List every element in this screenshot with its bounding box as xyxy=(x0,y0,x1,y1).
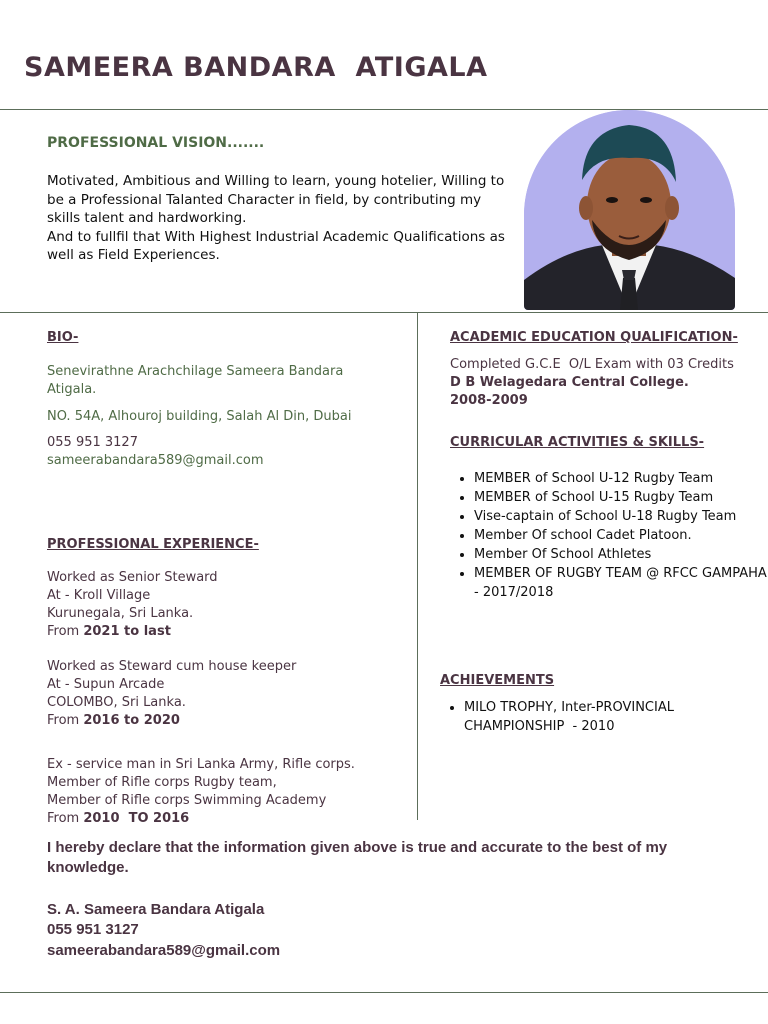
bio-phone: 055 951 3127 xyxy=(47,435,138,450)
job-role: Worked as Senior Steward xyxy=(47,570,218,585)
bio-email[interactable]: sameerabandara589@gmail.com xyxy=(47,453,264,468)
activities-title: CURRICULAR ACTIVITIES & SKILLS- xyxy=(450,435,705,450)
activity-item: • Member Of School Athletes xyxy=(474,545,768,564)
job-entry-2 xyxy=(47,658,407,730)
footer-divider xyxy=(0,992,768,993)
army-line-1: Ex - service man in Sri Lanka Army, Rifle corps. xyxy=(47,757,355,772)
header-divider xyxy=(0,109,768,110)
resume-name: SAMEERA BANDARA ATIGALA xyxy=(24,52,488,83)
army-from-label: From xyxy=(47,811,84,826)
signature-email[interactable]: sameerabandara589@gmail.com xyxy=(47,942,281,959)
achievements-title: ACHIEVEMENTS xyxy=(440,673,555,688)
job-period: 2016 to 2020 xyxy=(83,713,180,728)
army-period-line xyxy=(47,810,412,828)
signature-name: S. A. Sameera Bandara Atigala xyxy=(47,901,265,918)
education-title: ACADEMIC EDUCATION QUALIFICATION- xyxy=(450,330,738,345)
army-entry xyxy=(47,756,412,828)
army-line-3: Member of Rifle corps Swimming Academy xyxy=(47,793,327,808)
vision-text: Motivated, Ambitious and Willing to learn, young hotelier, Willing to be a Professional Talanted Character in field, by contributing my skills talent and hardworking. And to fullfil that With Highest Industrial Academic Qualifications as well as Field Experiences. xyxy=(47,173,505,263)
bio-address: NO. 54A, Alhouroj building, Salah Al Din, Dubai xyxy=(47,409,352,424)
job-period-line xyxy=(47,623,407,641)
achievements-list xyxy=(440,698,734,736)
job-role: Worked as Steward cum house keeper xyxy=(47,659,297,674)
activity-item: • MEMBER OF RUGBY TEAM @ RFCC GAMPAHA - 2017/2018 xyxy=(474,564,768,602)
job-entry-1 xyxy=(47,569,407,641)
army-line-2: Member of Rifle corps Rugby team, xyxy=(47,775,277,790)
activity-item: • Vise-captain of School U-18 Rugby Team xyxy=(474,507,768,526)
bio-title: BIO- xyxy=(47,330,79,345)
job-location: Kurunegala, Sri Lanka. xyxy=(47,606,194,621)
vision-title: PROFESSIONAL VISION....... xyxy=(47,135,265,151)
bio-full-name: Senevirathne Arachchilage Sameera Bandara Atigala. xyxy=(47,364,344,397)
job-place: At - Supun Arcade xyxy=(47,677,165,692)
activity-item: • MEMBER of School U-12 Rugby Team xyxy=(474,469,768,488)
education-exam: Completed G.C.E O/L Exam with 03 Credits xyxy=(450,357,734,372)
activities-list xyxy=(450,469,768,602)
education-years: 2008-2009 xyxy=(450,393,528,408)
profile-photo-illustration xyxy=(524,110,735,310)
activity-item: • Member Of school Cadet Platoon. xyxy=(474,526,768,545)
job-period: 2021 to last xyxy=(83,624,171,639)
achievement-item: • MILO TROPHY, Inter-PROVINCIAL CHAMPIONSHIP - 2010 xyxy=(464,698,734,736)
education-school: D B Welagedara Central College. xyxy=(450,375,689,390)
job-location: COLOMBO, Sri Lanka. xyxy=(47,695,186,710)
activity-item: • MEMBER of School U-15 Rugby Team xyxy=(474,488,768,507)
declaration-text: I hereby declare that the information given above is true and accurate to the best of my knowledge. xyxy=(47,839,668,876)
job-place: At - Kroll Village xyxy=(47,588,151,603)
experience-title: PROFESSIONAL EXPERIENCE- xyxy=(47,537,259,552)
job-from-label: From xyxy=(47,624,84,639)
army-period: 2010 TO 2016 xyxy=(83,811,190,826)
vision-divider xyxy=(0,312,768,313)
signature-phone: 055 951 3127 xyxy=(47,921,139,938)
job-from-label: From xyxy=(47,713,84,728)
column-divider xyxy=(417,312,418,820)
profile-photo xyxy=(524,110,735,310)
job-period-line xyxy=(47,712,407,730)
